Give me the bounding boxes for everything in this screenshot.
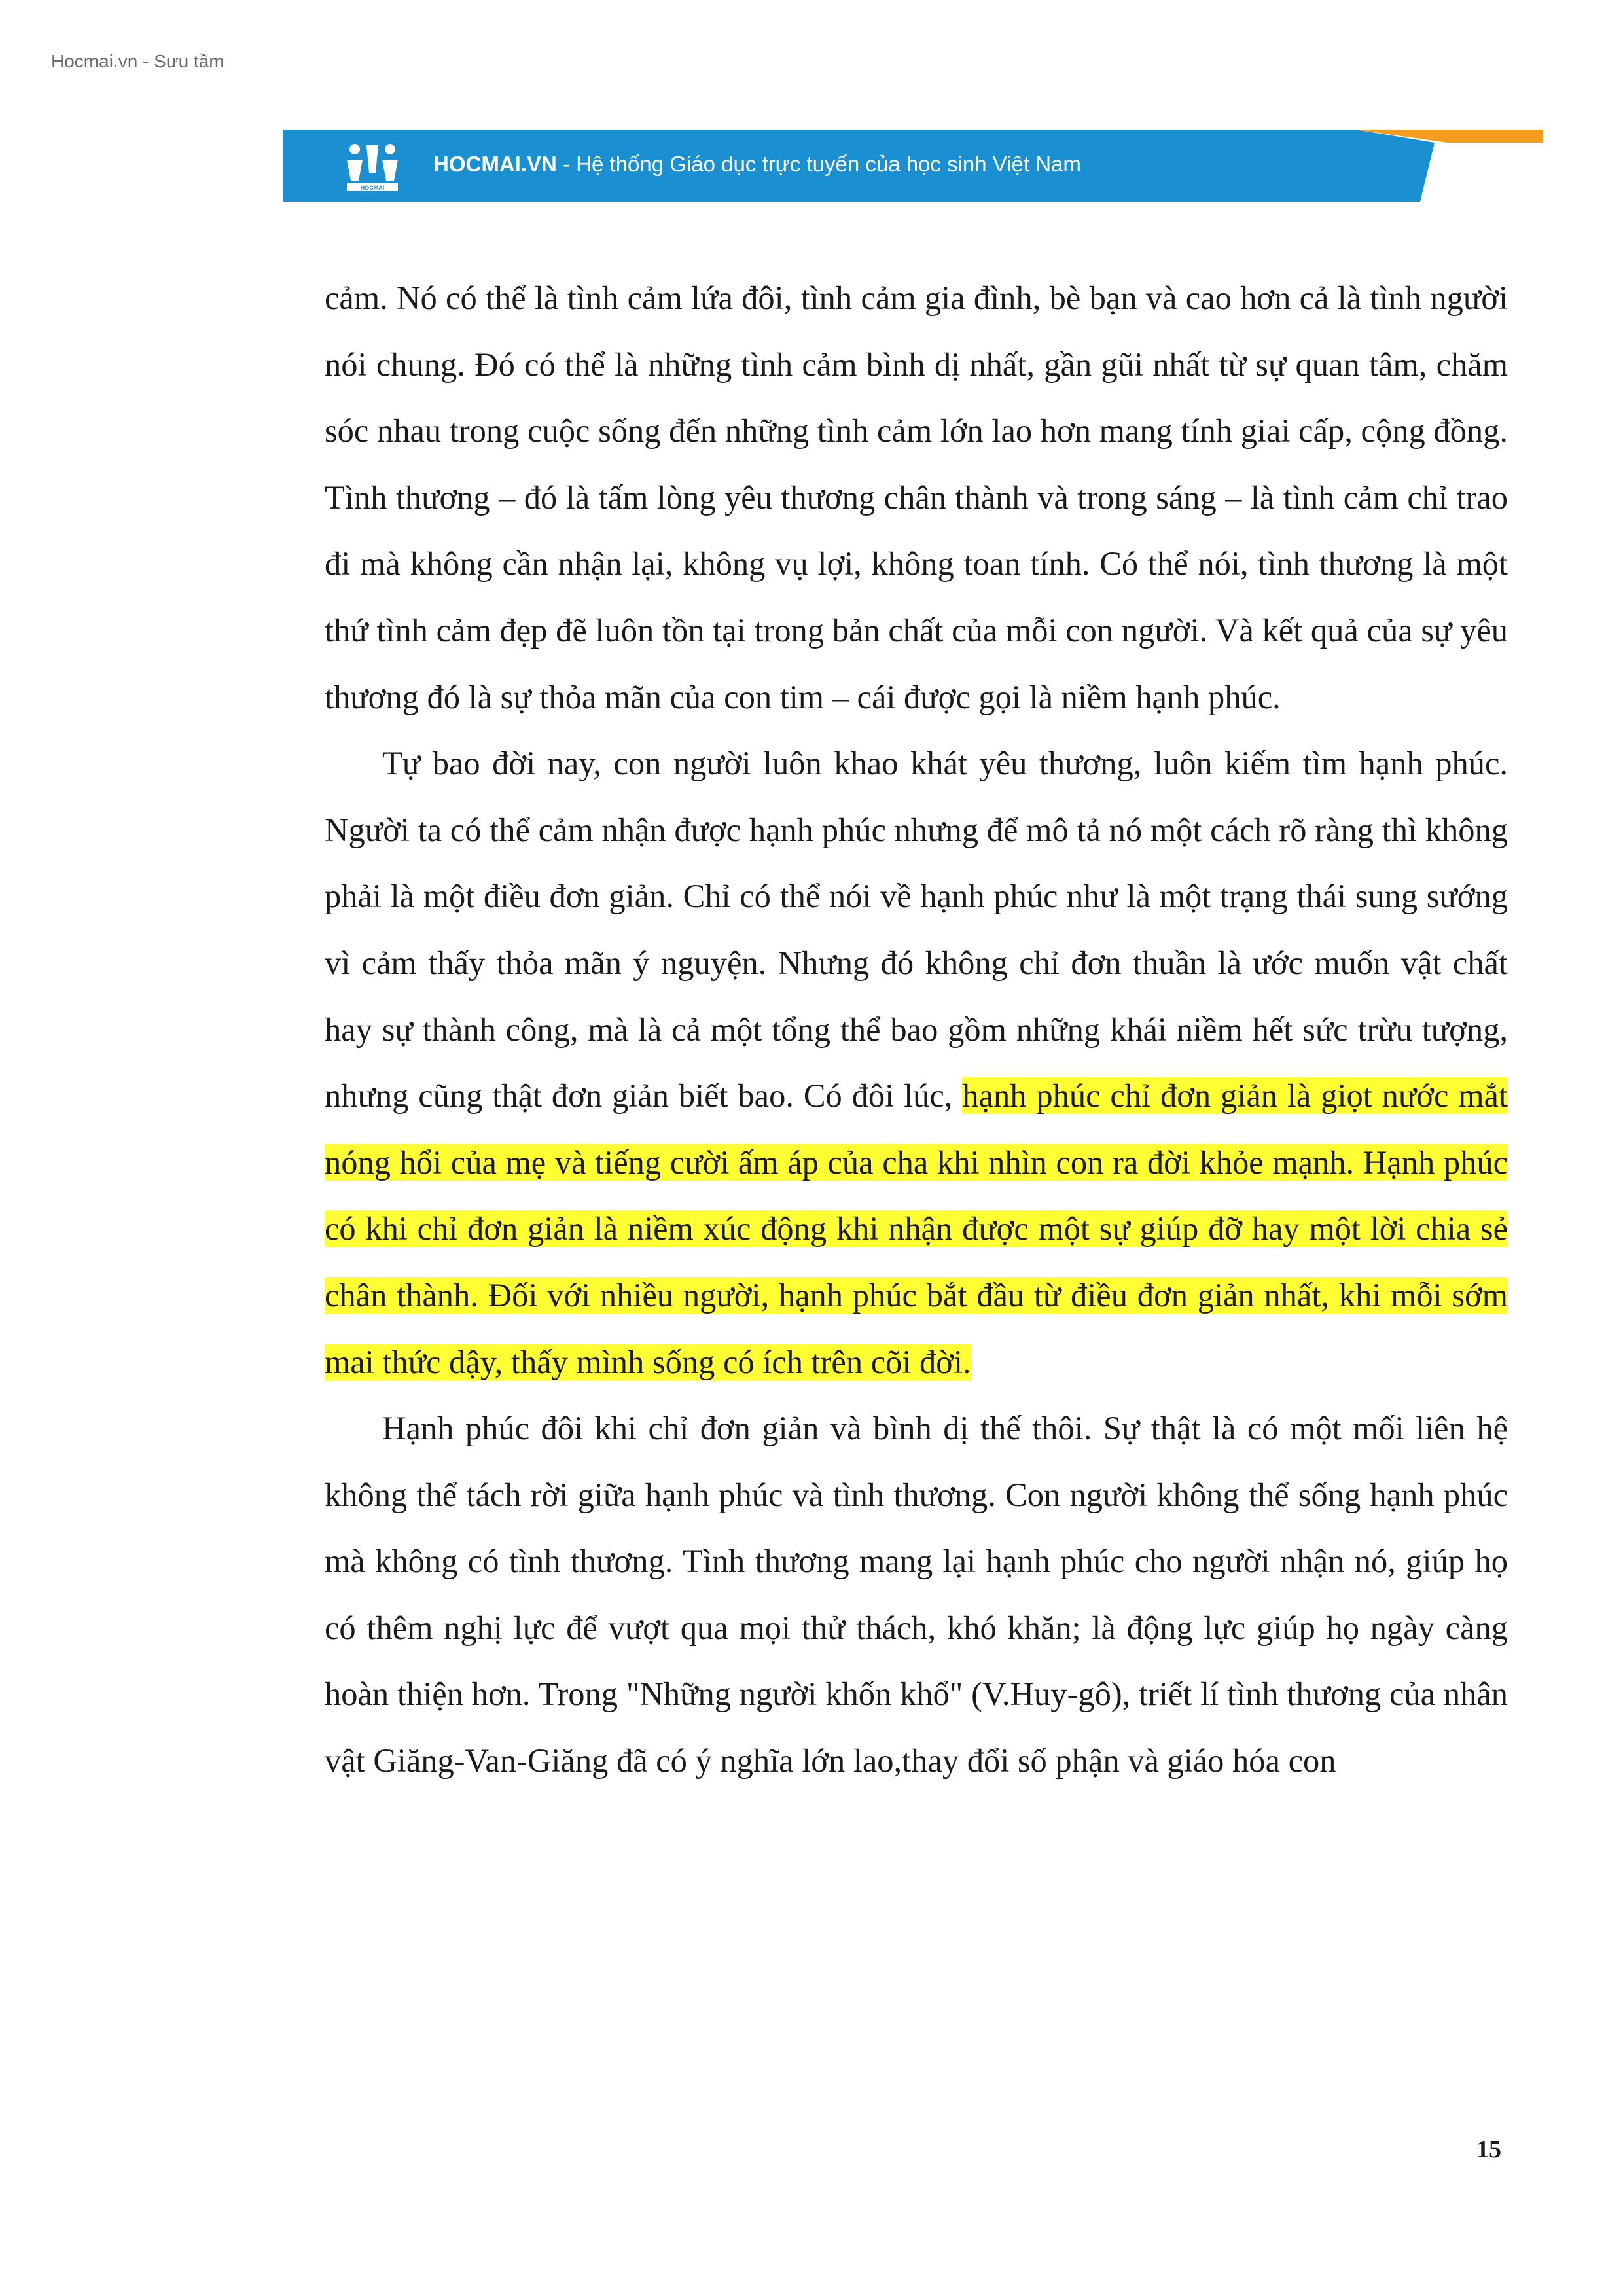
paragraph-text: Tự bao đời nay, con người luôn khao khát yêu thương, luôn kiếm tìm hạnh phúc. Người ta có thể cảm nhận được hạnh phúc nhưng để mô tả nó một cách rõ ràng thì không phải là một điều đơn giản. Chỉ có thể nói về hạnh phúc như là một trạng thái sung sướng vì cảm thấy thỏa mãn ý nguyện. Nhưng đó không chỉ đơn thuần là ước muốn vật chất hay sự thành công, mà là cả một tổng thể bao gồm những khái niềm hết sức trừu tượng, nhưng cũng thật đơn giản biết bao. Có đôi lúc, [325, 745, 1508, 1115]
paragraph-1 [325, 265, 1508, 730]
paragraph-3 [325, 1395, 1508, 1795]
source-note: Hocmai.vn - Sưu tầm [51, 51, 224, 71]
header-banner [283, 130, 1543, 202]
highlighted-text: hạnh phúc chỉ đơn giản là giọt nước mắt nóng hổi của mẹ và tiếng cười ấm áp của cha khi nhìn con ra đời khỏe mạnh. Hạnh phúc có khi chỉ đơn giản là niềm xúc động khi nhận được một sự giúp đỡ hay một lời chia sẻ chân thành. Đối với nhiều người, hạnh phúc bắt đầu từ điều đơn giản nhất, khi mỗi sớm mai thức dậy, thấy mình sống có ích trên cõi đời. [325, 1077, 1508, 1380]
paragraph-text: cảm. Nó có thể là tình cảm lứa đôi, tình cảm gia đình, bè bạn và cao hơn cả là tình người nói chung. Đó có thể là những tình cảm bình dị nhất, gần gũi nhất từ sự quan tâm, chăm sóc nhau trong cuộc sống đến những tình cảm lớn lao hơn mang tính giai cấp, cộng đồng. Tình thương – đó là tấm lòng yêu thương chân thành và trong sáng – là tình cảm chỉ trao đi mà không cần nhận lại, không vụ lợi, không toan tính. Có thể nói, tình thương là một thứ tình cảm đẹp đẽ luôn tồn tại trong bản chất của mỗi con người. Và kết quả của sự yêu thương đó là sự thỏa mãn của con tim – cái được gọi là niềm hạnh phúc. [325, 279, 1508, 715]
svg-text:HOCMAI: HOCMAI [360, 185, 385, 191]
banner-tagline: - Hệ thống Giáo dục trực tuyến của học sinh Việt Nam [556, 152, 1081, 176]
document-body [325, 265, 1508, 1795]
page-number: 15 [1476, 2136, 1501, 2163]
banner-title [433, 152, 1081, 177]
paragraph-2 [325, 730, 1508, 1395]
paragraph-text: Hạnh phúc đôi khi chỉ đơn giản và bình dị thế thôi. Sự thật là có một mối liên hệ không thể tách rời giữa hạnh phúc và tình thương. Con người không thể sống hạnh phúc mà không có tình thương. Tình thương mang lại hạnh phúc cho người nhận nó, giúp họ có thêm nghị lực để vượt qua mọi thử thách, khó khăn; là động lực giúp họ ngày càng hoàn thiện hơn. Trong "Những người khốn khổ" (V.Huy-gô), triết lí tình thương của nhân vật Giăng-Van-Giăng đã có ý nghĩa lớn lao,thay đổi số phận và giáo hóa con [325, 1410, 1508, 1780]
hocmai-logo-icon [343, 140, 402, 192]
brand-name: HOCMAI.VN [433, 152, 557, 176]
